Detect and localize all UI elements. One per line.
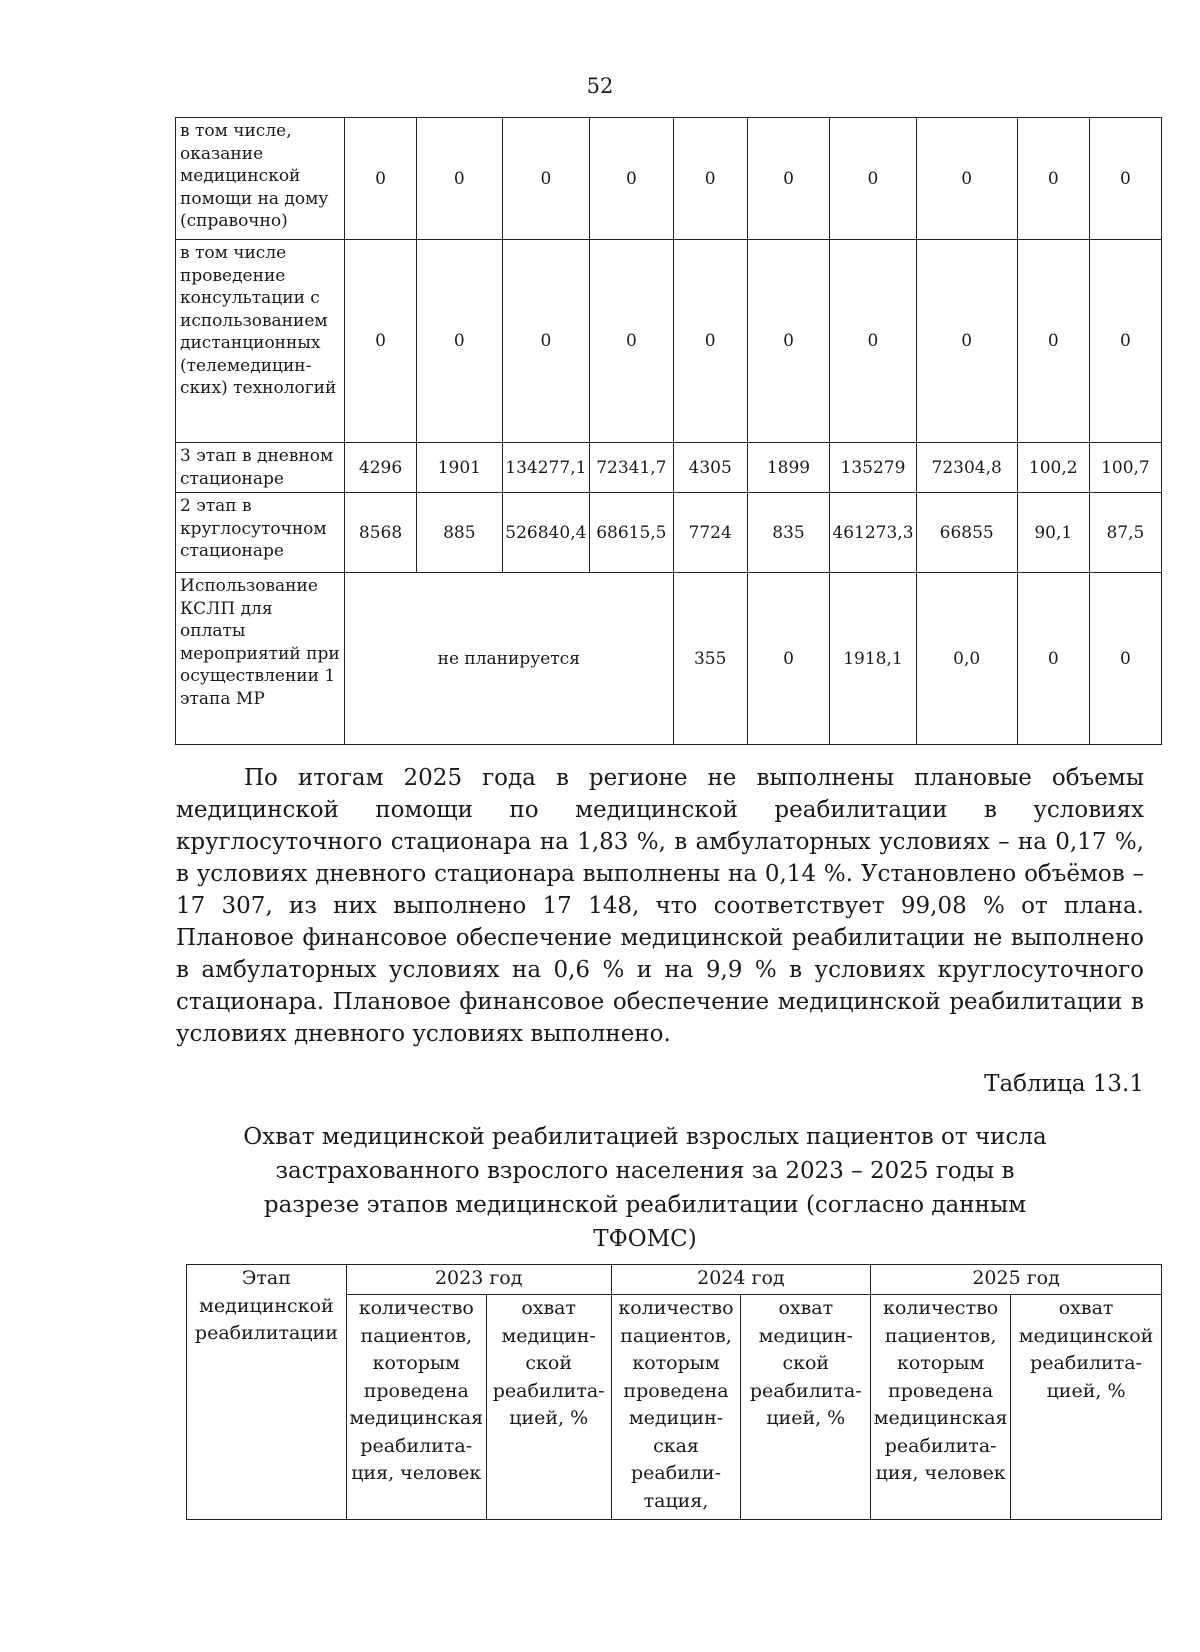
table-cell: 0,0 bbox=[916, 573, 1017, 745]
table-cell: 526840,4 bbox=[502, 493, 590, 573]
table-cell: 87,5 bbox=[1089, 493, 1161, 573]
year-header: 2025 год bbox=[871, 1265, 1162, 1295]
table-header-row bbox=[187, 1265, 1162, 1295]
table-cell: 0 bbox=[673, 118, 747, 240]
table-cell: 1901 bbox=[417, 443, 503, 493]
table-cell: 0 bbox=[344, 240, 416, 443]
table-cell: 0 bbox=[417, 240, 503, 443]
summary-paragraph: По итогам 2025 года в регионе не выполнены плановые объемы медицинской помощи по медицинской реабилитации в условиях круглосуточного стационара на 1,83 %, в амбулаторных условиях – на 0,17 %, в условиях дневного стационара выполнены на 0,14 %. Установлено объёмов – 17 307, из них выполнено 17 148, что соответствует 99,08 % от плана. Плановое финансовое обеспечение медицинской реабилитации не выполнено в амбулаторных условиях на 0,6 % и на 9,9 % в условиях круглосуточного стационара. Плановое финансовое обеспечение медицинской реабилитации в условиях дневного условиях выполнено. bbox=[176, 765, 1144, 1047]
table-title: Охват медицинской реабилитацией взрослых пациентов от числа застрахованного взрослого населения за 2023 – 2025 годы в разрезе этапов медицинской реабилитации (согласно данным ТФОМС) bbox=[243, 1124, 1047, 1252]
table-cell: 461273,3 bbox=[830, 493, 917, 573]
table-cell: 66855 bbox=[916, 493, 1017, 573]
stage-header: Этап медицинской реабилитации bbox=[187, 1265, 347, 1520]
table-cell: 4296 bbox=[344, 443, 416, 493]
table-cell: 90,1 bbox=[1017, 493, 1089, 573]
table-cell: 134277,1 bbox=[502, 443, 590, 493]
table-cell: 0 bbox=[916, 240, 1017, 443]
table-cell: 68615,5 bbox=[590, 493, 673, 573]
column-header: количество пациентов, которым проведена медицинская реабилита-ция, человек bbox=[346, 1295, 486, 1520]
table-cell: 4305 bbox=[673, 443, 747, 493]
table-cell: 0 bbox=[1017, 573, 1089, 745]
table-row bbox=[176, 573, 1162, 745]
table-cell: 0 bbox=[1017, 118, 1089, 240]
row-label: 2 этап в круглосуточном стационаре bbox=[176, 493, 345, 573]
table-cell: 0 bbox=[916, 118, 1017, 240]
table-cell: 72304,8 bbox=[916, 443, 1017, 493]
table-cell: 355 bbox=[673, 573, 747, 745]
row-label: Использование КСЛП для оплаты мероприятий при осуществлении 1 этапа МР bbox=[176, 573, 345, 745]
row-label: в том числе проведение консультации с использованием дистанционных (телемедицин-ских) технологий bbox=[176, 240, 345, 443]
table-cell: 0 bbox=[590, 240, 673, 443]
table-cell: 0 bbox=[502, 118, 590, 240]
table-cell: 0 bbox=[830, 118, 917, 240]
table-cell: 0 bbox=[747, 118, 829, 240]
table-row bbox=[176, 118, 1162, 240]
table-cell: 1899 bbox=[747, 443, 829, 493]
table-cell: 7724 bbox=[673, 493, 747, 573]
table-cell: 0 bbox=[830, 240, 917, 443]
column-header: охват медицин-ской реабилита-цией, % bbox=[741, 1295, 871, 1520]
table-cell: 885 bbox=[417, 493, 503, 573]
rehab-volumes-table bbox=[175, 117, 1162, 745]
table-cell: 0 bbox=[747, 573, 829, 745]
table-cell: 135279 bbox=[830, 443, 917, 493]
column-header: количество пациентов, которым проведена медицинская реабилита-ция, человек bbox=[871, 1295, 1011, 1520]
column-header: охват медицин-ской реабилита-цией, % bbox=[486, 1295, 611, 1520]
table-cell: 100,2 bbox=[1017, 443, 1089, 493]
table-cell: 0 bbox=[590, 118, 673, 240]
column-header: количество пациентов, которым проведена медицин-ская реабили-тация, bbox=[611, 1295, 741, 1520]
table-cell: 100,7 bbox=[1089, 443, 1161, 493]
table-cell: 0 bbox=[1089, 573, 1161, 745]
table-cell: 0 bbox=[747, 240, 829, 443]
table-row bbox=[176, 493, 1162, 573]
table-cell: 835 bbox=[747, 493, 829, 573]
coverage-table bbox=[186, 1264, 1162, 1520]
merged-cell: не планируется bbox=[344, 573, 673, 745]
year-header: 2024 год bbox=[611, 1265, 871, 1295]
row-label: 3 этап в дневном стационаре bbox=[176, 443, 345, 493]
table-cell: 0 bbox=[502, 240, 590, 443]
table-cell: 0 bbox=[673, 240, 747, 443]
table-cell: 8568 bbox=[344, 493, 416, 573]
table-cell: 0 bbox=[1089, 118, 1161, 240]
table-row bbox=[176, 443, 1162, 493]
table-cell: 72341,7 bbox=[590, 443, 673, 493]
table-cell: 1918,1 bbox=[830, 573, 917, 745]
table-number: Таблица 13.1 bbox=[984, 1071, 1144, 1097]
table-cell: 0 bbox=[1017, 240, 1089, 443]
table-cell: 0 bbox=[1089, 240, 1161, 443]
page-number: 52 bbox=[586, 74, 614, 98]
table-cell: 0 bbox=[417, 118, 503, 240]
column-header: охват медицинской реабилита-цией, % bbox=[1011, 1295, 1162, 1520]
table-row bbox=[176, 240, 1162, 443]
row-label: в том числе, оказание медицинской помощи на дому (справочно) bbox=[176, 118, 345, 240]
year-header: 2023 год bbox=[346, 1265, 611, 1295]
table-cell: 0 bbox=[344, 118, 416, 240]
